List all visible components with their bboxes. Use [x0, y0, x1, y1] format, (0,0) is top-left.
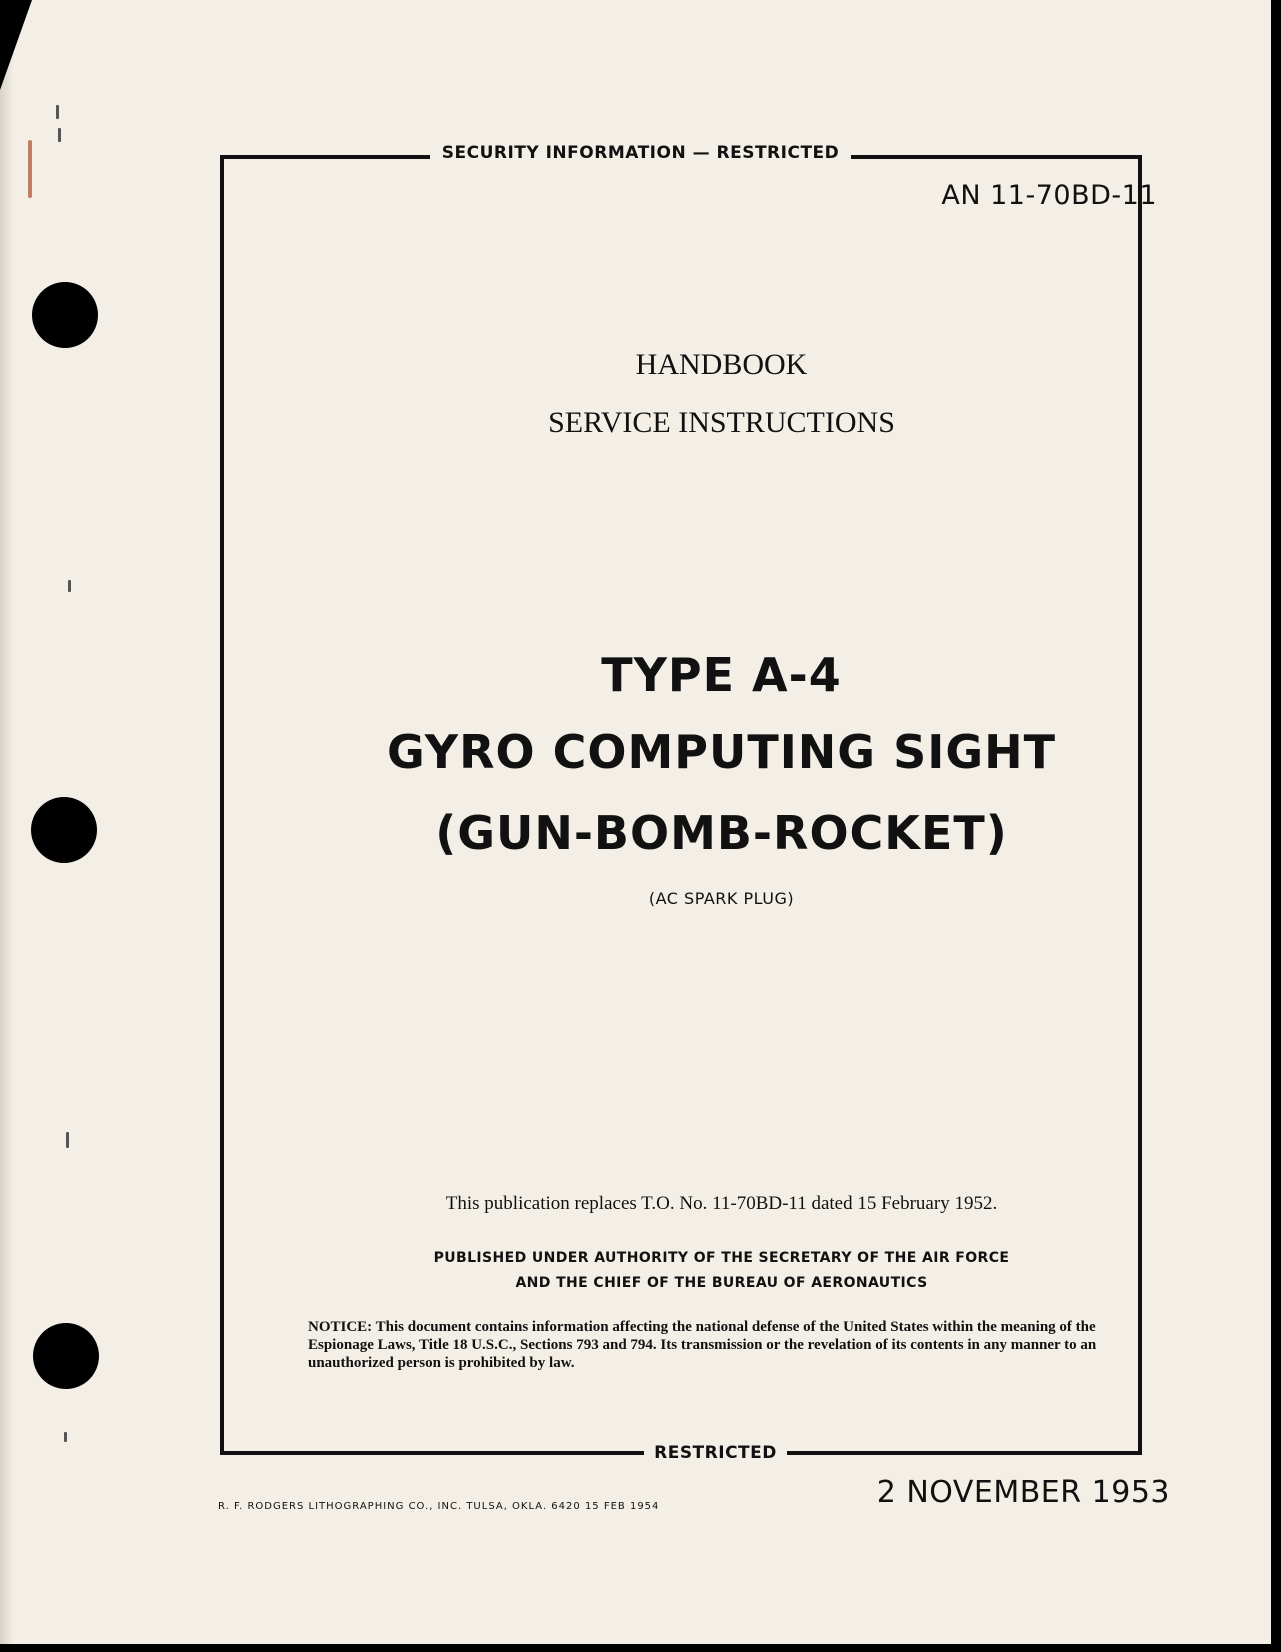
paper-speck: [64, 1432, 67, 1442]
security-classification-header: [0, 143, 1281, 163]
printer-imprint: R. F. RODGERS LITHOGRAPHING CO., INC. TULSA, OKLA. 6420 15 FEB 1954: [218, 1501, 660, 1512]
paper-speck: [66, 1132, 69, 1148]
punch-hole: [33, 1323, 99, 1389]
title-line-3: (GUN-BOMB-ROCKET): [435, 806, 1008, 860]
espionage-notice: NOTICE: This document contains information affecting the national defense of the United States within the meaning of the Espionage Laws, Title 18 U.S.C., Sections 793 and 794. Its transmission or the revelation of its contents in any manner to an unauthorized person is prohibited by law.: [308, 1319, 1097, 1371]
authority-line-2: AND THE CHIEF OF THE BUREAU OF AERONAUTICS: [515, 1275, 928, 1291]
handbook-heading: HANDBOOK: [635, 348, 808, 381]
service-instructions-heading: SERVICE INSTRUCTIONS: [548, 406, 895, 439]
authority-line-1: PUBLISHED UNDER AUTHORITY OF THE SECRETARY OF THE AIR FORCE: [433, 1250, 1010, 1266]
scan-bottom-edge: [0, 1644, 1281, 1652]
restricted-footer-text: RESTRICTED: [644, 1443, 787, 1463]
restricted-footer: [0, 1443, 1281, 1463]
torn-corner: [0, 0, 32, 90]
security-classification-text: SECURITY INFORMATION — RESTRICTED: [430, 143, 852, 163]
publication-date: 2 NOVEMBER 1953: [876, 1475, 1170, 1510]
supersession-note: This publication replaces T.O. No. 11-70BD-11 dated 15 February 1952.: [445, 1193, 998, 1214]
document-number: AN 11-70BD-11: [941, 180, 1157, 211]
manufacturer-label: (AC SPARK PLUG): [648, 889, 795, 908]
paper-speck: [68, 580, 71, 592]
title-line-1: TYPE A-4: [601, 648, 842, 702]
paper-speck: [56, 105, 59, 119]
title-line-2: GYRO COMPUTING SIGHT: [387, 725, 1056, 779]
punch-hole: [32, 282, 98, 348]
paper-speck: [58, 128, 61, 142]
